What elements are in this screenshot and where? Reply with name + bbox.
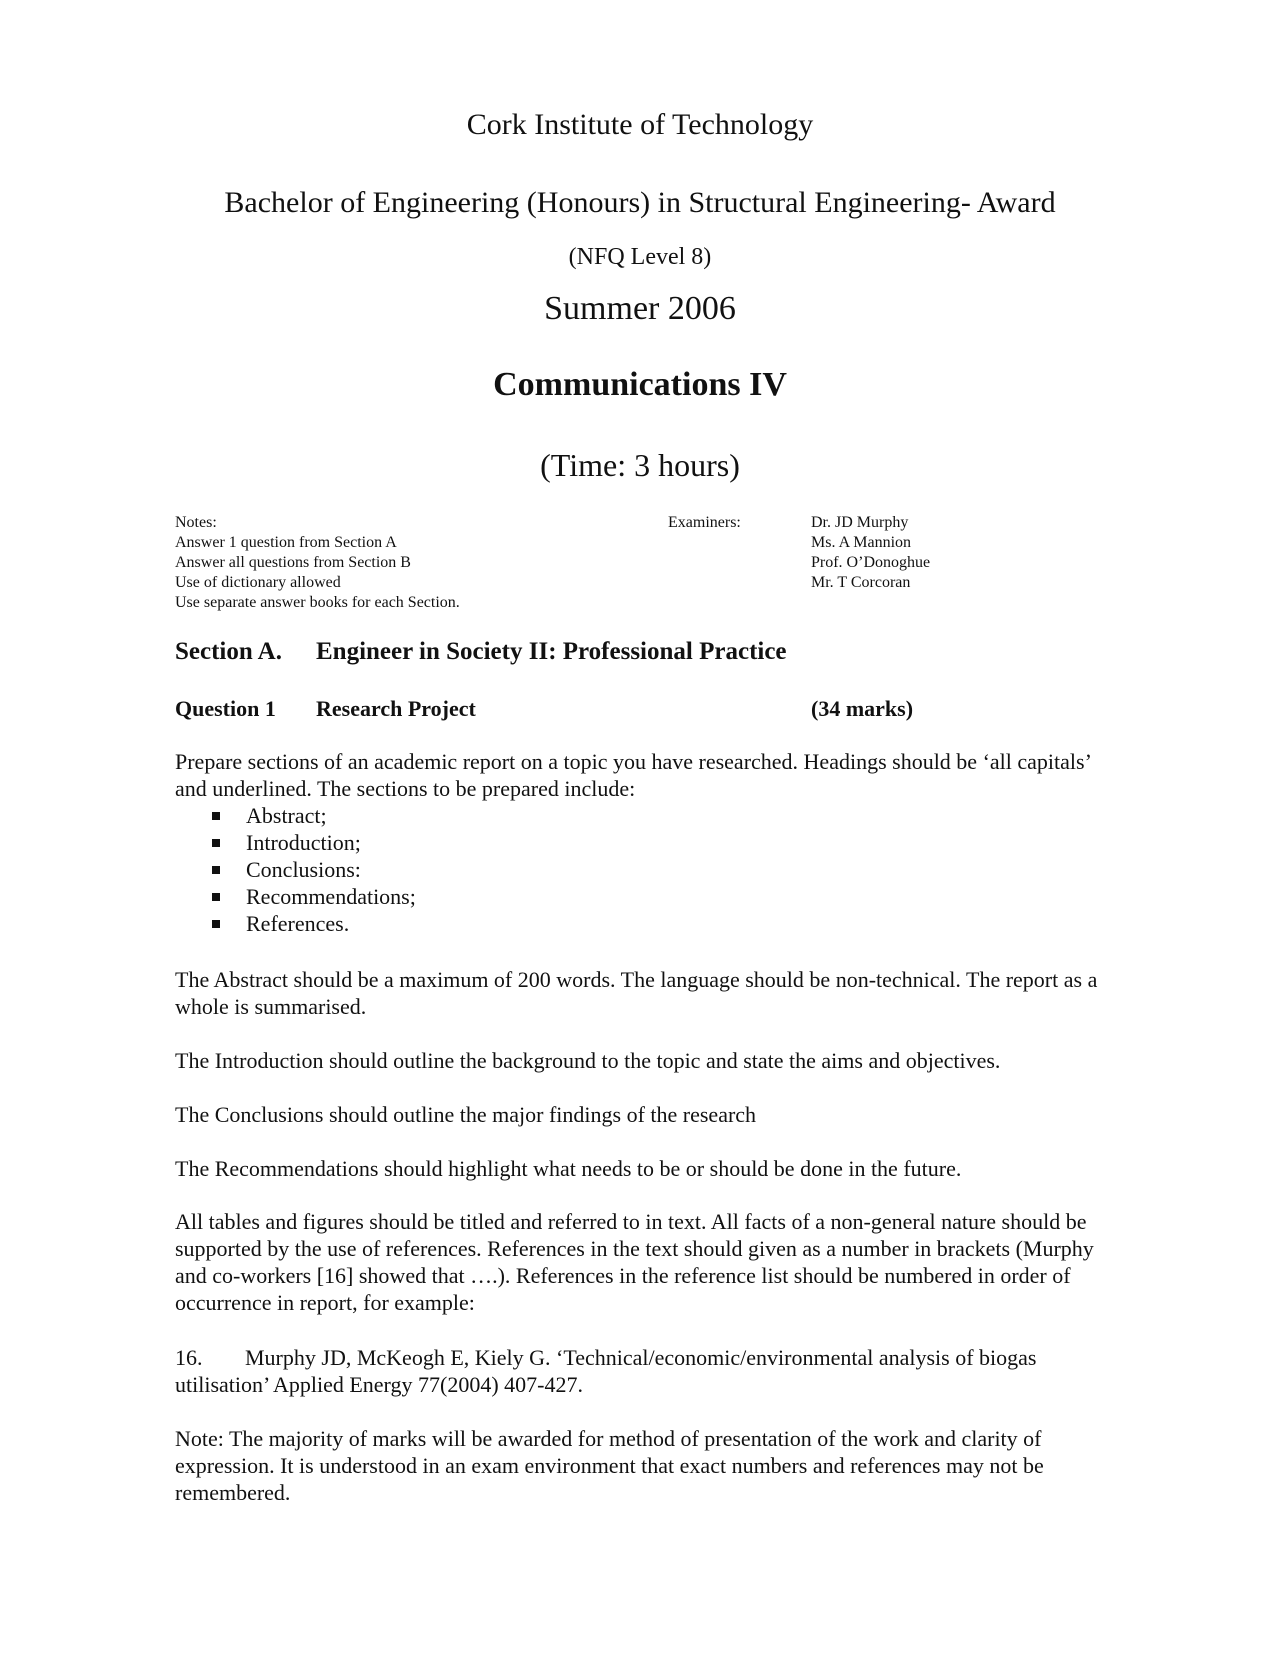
question-number: Question 1	[175, 696, 276, 721]
reference-number: 16.	[175, 1345, 203, 1370]
introduction-paragraph: The Introduction should outline the background to the topic and state the aims and objectives.	[175, 1048, 1001, 1073]
sections-list	[212, 802, 416, 937]
recommendations-paragraph: The Recommendations should highlight what needs to be or should be done in the future.	[175, 1156, 962, 1181]
list-item: References.	[212, 910, 416, 937]
marking-note: Note: The majority of marks will be awarded for method of presentation of the work and clarity of expression. It is understood in an exam environment that exact numbers and references may not be remembered.	[175, 1426, 1044, 1505]
examiner-name: Dr. JD Murphy	[811, 514, 909, 531]
section-label: Section A.	[175, 638, 282, 665]
notes-line: Use separate answer books for each Section.	[175, 594, 460, 611]
exam-duration: (Time: 3 hours)	[540, 447, 740, 483]
abstract-paragraph: The Abstract should be a maximum of 200 words. The language should be non-technical. The report as a whole is summarised.	[175, 967, 1098, 1019]
list-item: Introduction;	[212, 829, 416, 856]
examiner-name: Mr. T Corcoran	[811, 574, 911, 591]
reference-example	[175, 1344, 1105, 1398]
conclusions-paragraph: The Conclusions should outline the major findings of the research	[175, 1102, 757, 1127]
reference-text: Murphy JD, McKeogh E, Kiely G. ‘Technical/economic/environmental analysis of biogas utilisation’ Applied Energy 77(2004) 407-427.	[175, 1345, 1037, 1397]
programme-title: Bachelor of Engineering (Honours) in Structural Engineering- Award	[224, 186, 1056, 219]
examiners-list	[811, 513, 930, 593]
examiners-label: Examiners:	[668, 514, 741, 531]
question-intro: Prepare sections of an academic report on a topic you have researched. Headings should be ‘all capitals’ and underlined. The sections to be prepared include:	[175, 749, 1091, 801]
examiner-name: Prof. O’Donoghue	[811, 554, 931, 571]
examiner-name: Ms. A Mannion	[811, 534, 912, 551]
section-title: Engineer in Society II: Professional Practice	[316, 638, 787, 665]
section-heading	[175, 638, 787, 666]
references-paragraph: All tables and figures should be titled and referred to in text. All facts of a non-general nature should be supported by the use of references. References in the text should given as a number in brackets (Murphy and co-workers [16] showed that ….). References in the reference list should be numbered in order of occurrence in report, for example:	[175, 1209, 1094, 1315]
notes-line: Answer all questions from Section B	[175, 554, 411, 571]
list-item: Recommendations;	[212, 883, 416, 910]
notes-heading: Notes:	[175, 514, 217, 531]
question-marks: (34 marks)	[811, 696, 914, 721]
institution-name: Cork Institute of Technology	[466, 108, 814, 141]
notes-line: Use of dictionary allowed	[175, 574, 341, 591]
nfq-level: (NFQ Level 8)	[568, 244, 712, 270]
exam-notes	[175, 513, 460, 613]
list-item: Conclusions:	[212, 856, 416, 883]
question-title: Research Project	[316, 696, 476, 721]
notes-line: Answer 1 question from Section A	[175, 534, 397, 551]
course-title: Communications IV	[493, 366, 787, 403]
list-item: Abstract;	[212, 802, 416, 829]
exam-term: Summer 2006	[544, 290, 736, 327]
